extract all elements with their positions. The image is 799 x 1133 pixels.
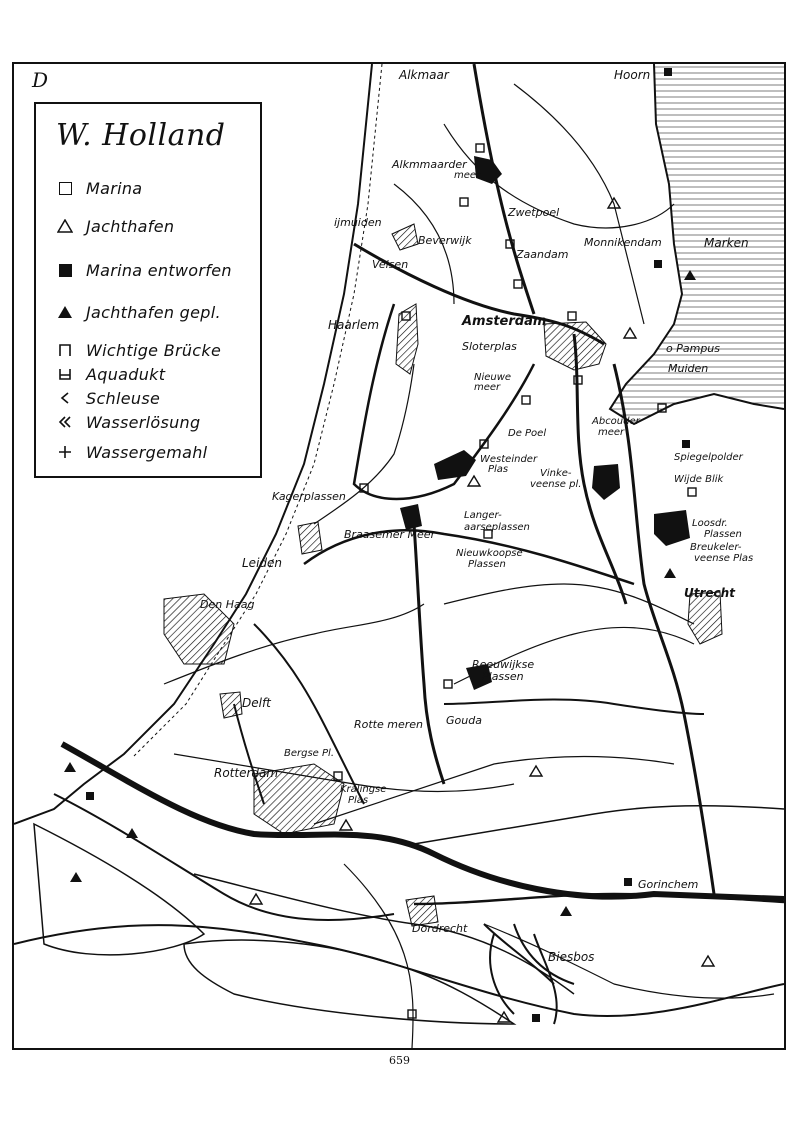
legend-item-jachthafen-gepl	[54, 300, 221, 324]
label-alkmaardermeer: Alkmmaarder	[392, 158, 467, 171]
label-spiegelpolder: Spiegelpolder	[674, 452, 743, 463]
legend-label: Schleuse	[86, 388, 161, 408]
label-haarlem: Haarlem	[328, 318, 380, 332]
legend-item-bruecke	[54, 338, 221, 362]
gouwe	[414, 524, 444, 784]
open-triangle-icon	[54, 215, 76, 237]
aqueduct-icon	[54, 363, 76, 385]
label-depoel: De Poel	[508, 428, 547, 439]
label-loosdrecht-2: Plassen	[704, 529, 742, 540]
legend-label: Wassergemahl	[86, 442, 208, 462]
label-velsen: Velsen	[372, 258, 409, 271]
hollandse-ijssel	[444, 700, 704, 714]
label-vinkeveense: Vinke-	[540, 468, 572, 479]
oude-maas	[54, 794, 394, 920]
label-leiden: Leiden	[242, 556, 283, 570]
label-kralingse: Kralingse	[340, 784, 387, 795]
label-reeuwijkse: Reeuwijkse	[472, 658, 535, 671]
label-pampus: o Pampus	[666, 342, 721, 355]
map-frame	[12, 62, 786, 1050]
vinkeveen-lake	[592, 464, 620, 500]
delft-city	[220, 692, 242, 718]
label-breukeleveense-2: veense Plas	[694, 553, 754, 564]
road-mid-1	[444, 584, 694, 624]
label-biesbos: Biesbos	[548, 950, 595, 964]
label-marken: Marken	[704, 236, 749, 250]
label-monnickendam: Monnikendam	[584, 236, 662, 249]
label-loosdrecht: Loosdr.	[692, 518, 728, 529]
filled-triangle-icon	[54, 301, 76, 323]
label-nieuwkoopse-2: Plassen	[468, 559, 506, 570]
label-nieuwemeer-2: meer	[474, 382, 501, 393]
label-westeinder-2: Plas	[488, 464, 509, 475]
legend-item-jachthafen	[54, 214, 174, 238]
maas-estuary	[62, 744, 784, 899]
lock-icon	[54, 387, 76, 409]
legend-label: Wichtige Brücke	[86, 340, 222, 360]
legend-item-wasserloesung	[54, 410, 200, 434]
road-south-4	[344, 864, 413, 1048]
legend-item-aquadukt	[54, 362, 165, 386]
legend-item-marina-entworfen	[54, 258, 232, 282]
label-ijmuiden: ijmuiden	[334, 216, 382, 229]
label-abcoudermeer: Abcouder	[592, 416, 640, 427]
drainage-icon	[54, 411, 76, 433]
label-nieuwemeer: Nieuwe	[474, 372, 512, 383]
label-amsterdam: Amsterdam	[462, 314, 547, 329]
label-rotterdam: Rotterdam	[214, 766, 279, 780]
filled-square-icon	[54, 259, 76, 281]
sheet-letter: D	[32, 68, 49, 92]
legend-label: Wasserlösung	[86, 412, 201, 432]
legend	[34, 102, 262, 478]
label-zwetpoel: Zwetpoel	[508, 206, 560, 219]
label-wijdeblik: Wijde Blik	[674, 474, 724, 485]
legend-title: W. Holland	[56, 118, 226, 153]
open-square-icon	[54, 177, 76, 199]
label-abcoudermeer-2: meer	[598, 427, 625, 438]
biesbos-creeks	[484, 924, 574, 1024]
label-rottemeren: Rotte meren	[354, 718, 424, 731]
label-muiden: Muiden	[668, 362, 709, 375]
label-delft: Delft	[242, 696, 271, 710]
legend-item-marina	[54, 176, 142, 200]
label-utrecht: Utrecht	[684, 586, 735, 600]
lek	[414, 806, 784, 844]
page-number: 659	[389, 1054, 410, 1067]
pumping-station-icon	[54, 441, 76, 463]
braassemermeer-lake	[400, 504, 422, 530]
label-gorinchem: Gorinchem	[638, 878, 699, 891]
label-dordrecht: Dordrecht	[412, 922, 468, 935]
islands	[34, 824, 204, 955]
label-hoorn: Hoorn	[614, 68, 651, 82]
label-westeinder: Westeinder	[480, 454, 538, 465]
label-langeraarse: Langer-	[464, 510, 502, 521]
label-bergsepl: Bergse Pl.	[284, 748, 334, 759]
leiden-city	[298, 522, 322, 554]
bridge-icon	[54, 339, 76, 361]
legend-label: Marina	[86, 178, 143, 198]
legend-item-schleuse	[54, 386, 160, 410]
loosdrecht-lake	[654, 510, 690, 546]
legend-label: Jachthafen gepl.	[86, 302, 221, 322]
label-alkmaar: Alkmaar	[399, 68, 449, 82]
label-beverwijk: Beverwijk	[418, 234, 472, 247]
amsterdam-city	[544, 322, 606, 370]
label-denhaag: Den Haag	[200, 598, 255, 611]
label-gouda: Gouda	[446, 714, 482, 727]
label-alkmaardermeer-2: meer	[454, 170, 481, 181]
haarlem-city	[396, 304, 418, 374]
label-breukeleveense: Breukeler-	[690, 542, 742, 553]
label-nieuwkoopse: Nieuwkoopse	[456, 548, 523, 559]
label-reeuwijkse-2: Plassen	[482, 670, 524, 683]
hollands-diep	[14, 925, 784, 1016]
label-sloterplas: Sloterplas	[462, 340, 517, 353]
velsen-city	[392, 224, 418, 250]
legend-label: Marina entworfen	[86, 260, 232, 280]
label-kagerplassen: Kagerplassen	[272, 490, 346, 503]
label-kralingse-2: Plas	[348, 795, 369, 806]
noordhollandskanaal	[474, 64, 534, 314]
label-braassemermeer: Braasemer Meer	[344, 528, 436, 541]
label-zaandam: Zaandam	[516, 248, 569, 261]
label-langeraarse-2: aarseplassen	[464, 522, 530, 533]
legend-label: Aquadukt	[86, 364, 166, 384]
legend-item-wassergemahl	[54, 440, 207, 464]
legend-label: Jachthafen	[86, 216, 175, 236]
road-north-1	[514, 84, 644, 324]
label-vinkeveense-2: veense pl.	[530, 479, 582, 490]
westeinder-lake	[434, 450, 476, 480]
